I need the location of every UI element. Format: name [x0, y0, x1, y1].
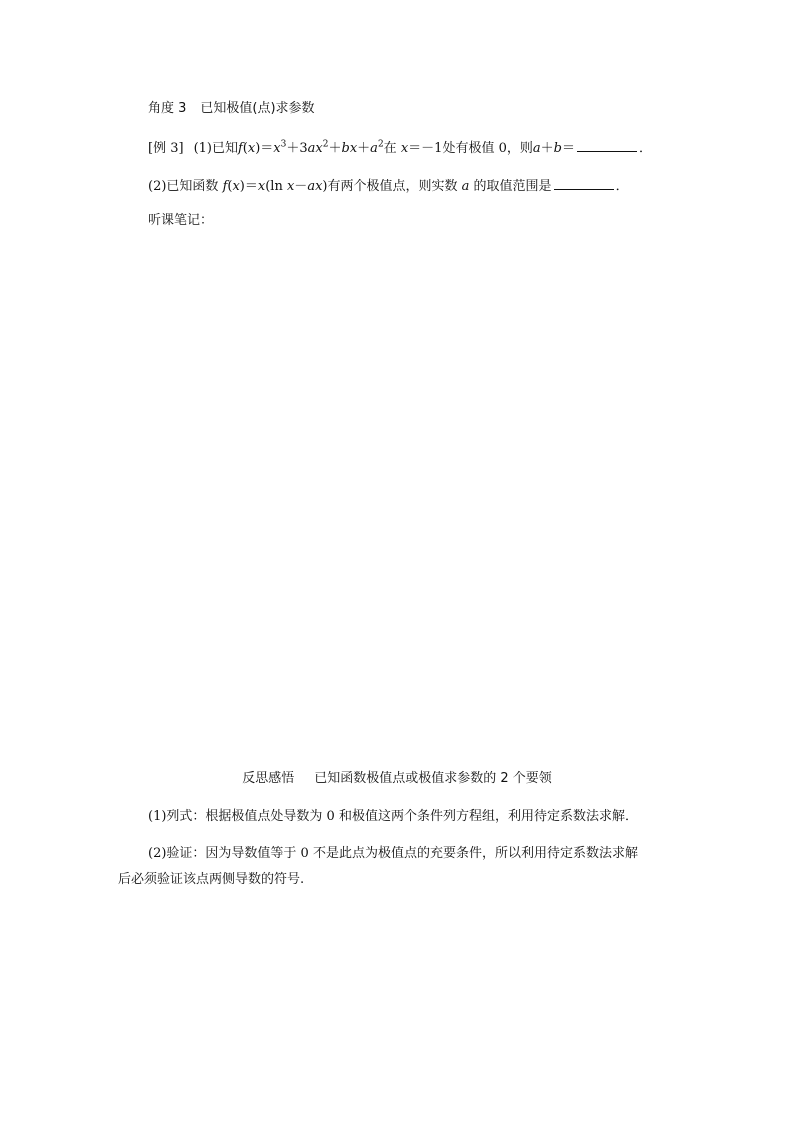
q2-variable: a [461, 179, 470, 194]
answer-blank-1[interactable] [577, 137, 637, 152]
q1-end: ． [638, 141, 652, 156]
reflection-point-1: (1)列式：根据极值点处导数为 0 和极值这两个条件列方程组，利用待定系数法求解． [148, 809, 638, 824]
notes-label: 听课笔记： [148, 213, 214, 228]
q1-cond: 在 [383, 141, 397, 156]
section-title-text: 已知极值(点)求参数 [200, 101, 315, 116]
q1-expression: a＋b＝ [532, 141, 575, 156]
q1-formula: $f(x)=x^3+3ax^2+bx+a^2$ [237, 139, 384, 156]
q2-prefix: (2)已知函数 [148, 179, 219, 194]
example-question-1 [148, 137, 652, 158]
q1-x-value: x＝－1 [400, 141, 443, 156]
q1-prefix: (1)已知 [193, 141, 238, 156]
q2-mid: 有两个极值点，则实数 [327, 179, 458, 194]
reflection-title-a: 反思感悟 [242, 771, 295, 786]
example-tag: [例 3] [148, 141, 184, 156]
reflection-title [0, 770, 794, 788]
reflection-title-b: 已知函数极值点或极值求参数的 2 个要领 [314, 771, 552, 786]
reflection-point-2: (2)验证：因为导数值等于 0 不是此点为极值点的充要条件，所以利用待定系数法求解 [148, 846, 638, 861]
q2-end: ． [615, 179, 629, 194]
example-question-2 [148, 175, 629, 196]
section-title [148, 100, 315, 118]
q2-suffix: 的取值范围是 [473, 179, 552, 194]
reflection-point-2-cont: 后必须验证该点两侧导数的符号. [118, 872, 305, 887]
answer-blank-2[interactable] [554, 175, 614, 190]
q2-formula: f(x)＝x(ln x－ax) [222, 179, 328, 194]
q1-point: 处有极值 0，则 [442, 141, 533, 156]
section-title-angle: 角度 3 [148, 101, 187, 116]
